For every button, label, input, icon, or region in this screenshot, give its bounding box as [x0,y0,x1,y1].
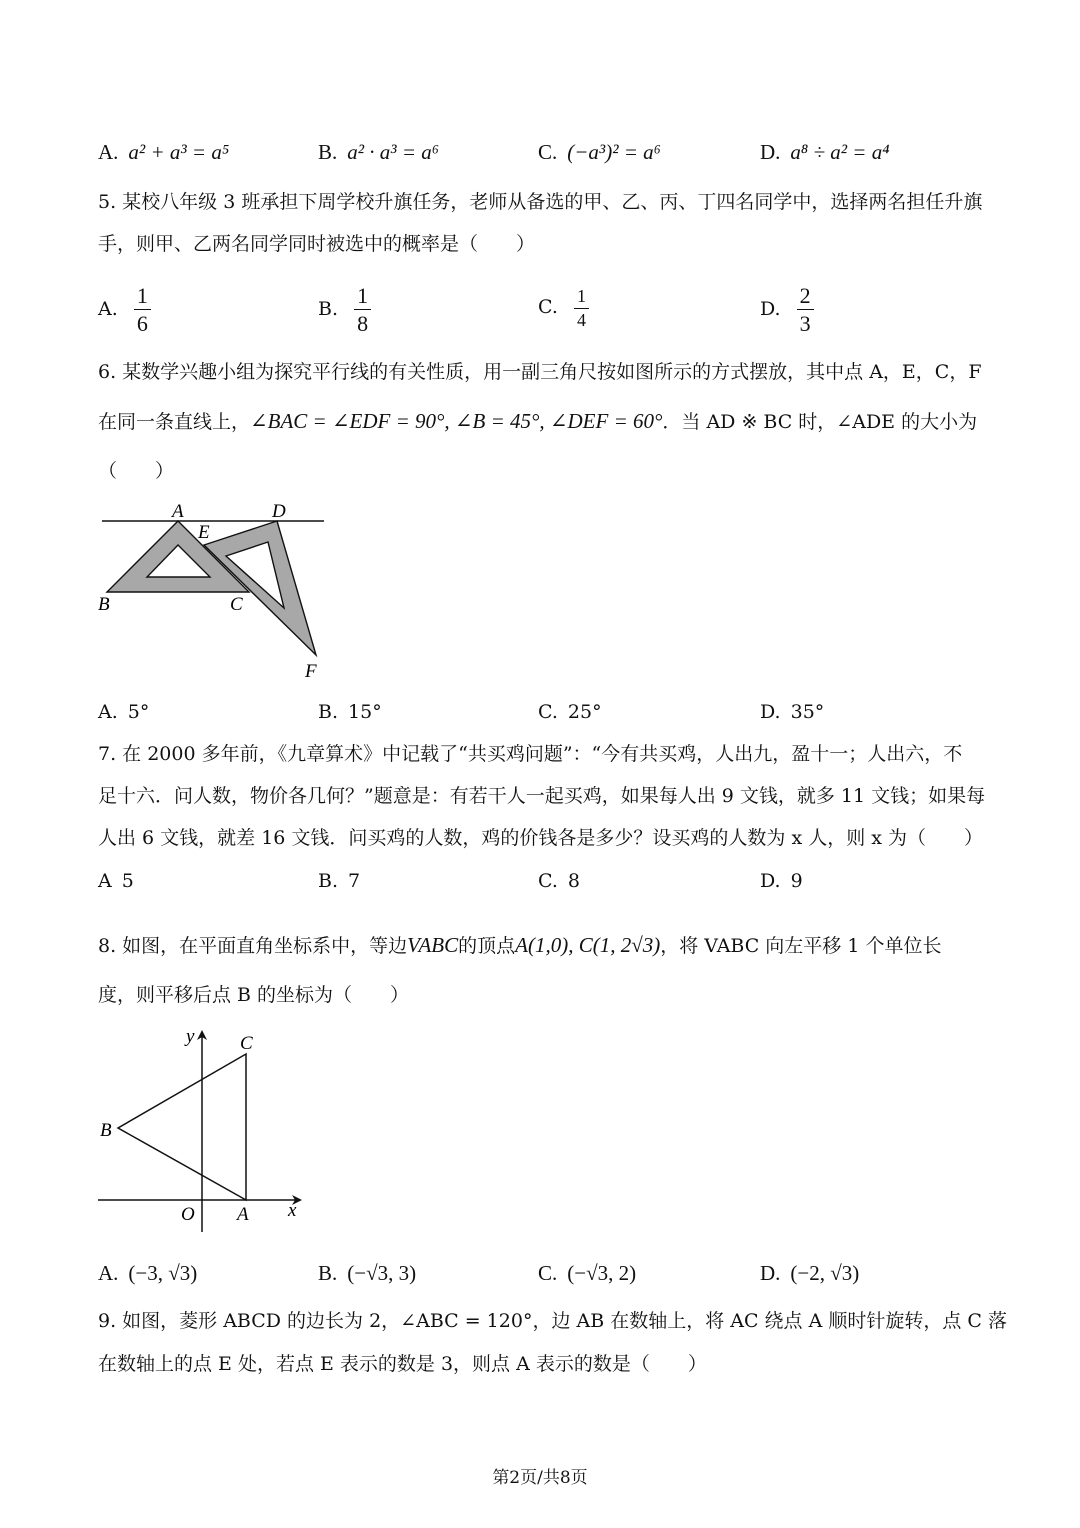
q8-label-b: B [100,1120,112,1141]
q6-label-f: F [305,661,317,682]
q8-option-c [538,1263,636,1284]
q8-label-o: O [181,1204,195,1225]
q8-option-a-label: A. [98,1261,119,1285]
q5-option-b-den: 8 [357,311,369,337]
q6-label-e: E [198,522,210,543]
q8-option-b-label: B. [318,1261,338,1285]
q8-option-b [318,1263,416,1284]
q7-option-c-value: 8 [567,870,580,892]
q6-option-a-label: A. [98,701,118,723]
q5-option-d-num: 2 [797,284,814,310]
q8-line-1-suffix: ，将 VABC 向左平移 1 个单位长 [660,935,942,957]
q7-line-3: 人出 6 文钱，就差 16 文钱．问买鸡的人数，鸡的价钱各是多少？设买鸡的人数为 x 人，则 x 为（ ） [98,827,984,849]
q8-label-x: x [288,1200,297,1221]
q8-label-c: C [240,1033,253,1054]
q7-option-a-value: 5 [121,870,134,892]
q8-option-b-value: (−√3, 3) [347,1261,417,1285]
q6-line-2-suffix: ．当 AD ※ BC 时，∠ADE 的大小为 [662,411,978,433]
q7-option-d-value: 9 [790,870,803,892]
q8-option-c-label: C. [538,1261,558,1285]
q6-line-1: 6. 某数学兴趣小组为探究平行线的有关性质，用一副三角尺按如图所示的方式摆放，其中点 A，E，C，F [98,361,982,383]
q8-option-a [98,1263,197,1284]
q5-option-c-num: 1 [574,287,589,309]
q8-line-1-math: A(1,0), C(1, 2√3) [515,933,661,957]
q4-option-d-label: D. [760,140,781,164]
q9-line-1: 9. 如图，菱形 ABCD 的边长为 2，∠ABC = 120°，边 AB 在数轴上，将 AC 绕点 A 顺时针旋转，点 C 落 [98,1310,1007,1332]
q6-option-c-label: C. [538,701,558,723]
q5-line-1: 5. 某校八年级 3 班承担下周学校升旗任务，老师从备选的甲、乙、丙、丁四名同学中，选择两名担任升旗 [98,191,983,213]
q7-option-a-label: A [98,870,112,892]
q4-option-a-expr: a² + a³ = a⁵ [128,140,230,164]
q8-line-1-prefix: 8. 如图，在平面直角坐标系中，等边 [98,935,408,957]
q5-option-b-label: B. [318,297,339,320]
q5-option-c-label: C. [538,296,558,319]
q4-option-b-expr: a² · a³ = a⁶ [347,140,440,164]
q5-option-a-den: 6 [136,311,148,337]
q8-line-2: 度，则平移后点 B 的坐标为（ ） [98,984,410,1006]
q5-option-a-label: A. [98,297,118,320]
q8-line-1-tri: VABC [407,933,459,957]
q8-label-y: y [186,1026,195,1047]
q6-label-b: B [98,594,110,615]
q5-option-a-num: 1 [134,284,151,310]
q6-option-d-value: 35° [790,701,825,723]
q8-label-a: A [237,1204,249,1225]
q6-label-a: A [172,501,184,522]
q5-option-d-den: 3 [799,311,811,337]
q4-option-c-expr: (−a³)² = a⁶ [567,140,661,164]
q5-line-2: 手，则甲、乙两名同学同时被选中的概率是（ ） [98,233,536,255]
q6-label-c: C [230,594,243,615]
q6-label-d: D [272,501,286,522]
q5-option-b-num: 1 [354,284,371,310]
q8-line-1-mid: 的顶点 [458,935,516,957]
page-footer: 第2页/共8页 [492,1468,588,1488]
q8-option-d [760,1263,859,1284]
q8-triangle-abc [118,1054,246,1200]
q6-line-2-math: ∠BAC = ∠EDF = 90°, ∠B = 45°, ∠DEF = 60° [250,409,663,433]
q7-option-b-label: B. [318,870,339,892]
q4-option-a-label: A. [98,140,119,164]
q8-option-a-value: (−3, √3) [128,1261,198,1285]
q7-option-b-value: 7 [348,870,361,892]
q8-option-c-value: (−√3, 2) [567,1261,637,1285]
q6-line-2-prefix: 在同一条直线上， [98,411,251,433]
q6-option-c-value: 25° [567,701,602,723]
q6-option-b-value: 15° [348,701,382,723]
q6-option-d-label: D. [760,701,781,723]
q6-option-a-value: 5° [127,701,150,723]
q9-line-2: 在数轴上的点 E 处，若点 E 表示的数是 3，则点 A 表示的数是（ ） [98,1353,707,1375]
q6-line-3: （ ） [98,460,175,482]
q7-line-2: 足十六．问人数，物价各几何？”题意是：有若干人一起买鸡，如果每人出 9 文钱，就多 11 文钱；如果每 [98,785,986,807]
q6-option-b-label: B. [318,701,339,723]
q4-option-c-label: C. [538,140,558,164]
q5-option-d-label: D. [760,297,781,320]
q8-option-d-value: (−2, √3) [790,1261,860,1285]
q4-option-d-expr: a⁸ ÷ a² = a⁴ [790,140,890,164]
q8-option-d-label: D. [760,1261,781,1285]
q7-line-1: 7. 在 2000 多年前，《九章算术》中记载了“共买鸡问题”：“今有共买鸡，人出九，盈十一；人出六，不 [98,743,963,765]
q7-option-c-label: C. [538,870,558,892]
q7-option-d-label: D. [760,870,781,892]
q4-option-b-label: B. [318,140,338,164]
q5-option-c-den: 4 [576,309,586,330]
